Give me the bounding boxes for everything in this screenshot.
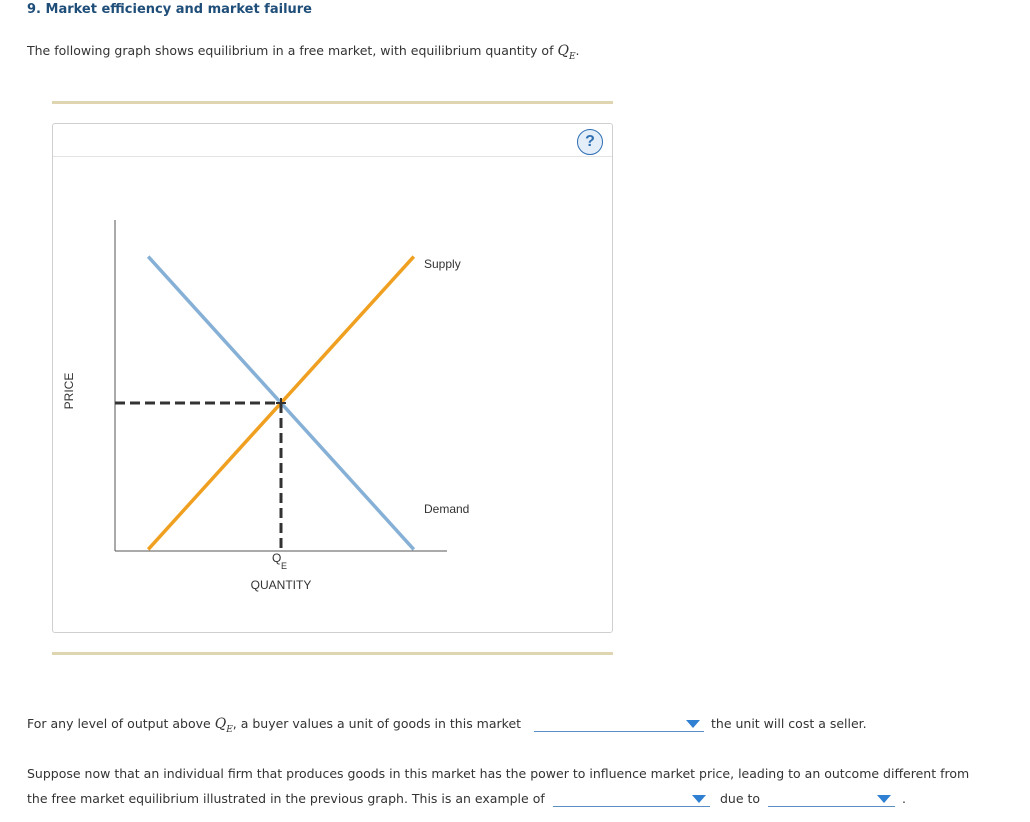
qe-tick-subscript: E — [281, 561, 288, 571]
q2-end-period: . — [902, 791, 906, 806]
q1-q: Q — [214, 716, 227, 732]
question-2-line-2: the free market equilibrium illustrated in the previous graph. This is an example of — [27, 791, 545, 806]
question-2-line-1: Suppose now that an individual firm that produces goods in this market has the power to influence market price, leading to an outcome different from — [27, 766, 970, 781]
demand-label: Demand — [424, 502, 470, 516]
x-axis-label: QUANTITY — [250, 578, 312, 592]
equilibrium-graph — [53, 124, 612, 632]
value-comparison-dropdown[interactable] — [534, 716, 704, 732]
q1-text-before: For any level of output above — [27, 716, 211, 731]
intro-e: E — [568, 51, 576, 62]
chevron-down-icon — [686, 720, 700, 728]
q2-due-to-text: due to — [720, 791, 761, 806]
divider-top — [52, 101, 613, 104]
divider-bottom — [52, 652, 613, 655]
q1-text-after: the unit will cost a seller. — [711, 716, 867, 731]
graph-panel — [52, 123, 613, 633]
q1-text-mid: , a buyer values a unit of goods in this market — [232, 716, 522, 731]
intro-sentence: The following graph shows equilibrium in a free market, with equilibrium quantity of — [27, 43, 554, 58]
supply-label: Supply — [424, 257, 461, 271]
chevron-down-icon — [877, 795, 891, 803]
intro-q: Q — [557, 43, 569, 59]
failure-cause-dropdown[interactable] — [768, 791, 895, 807]
qe-tick-label: Q — [272, 551, 282, 565]
question-title: 9. Market efficiency and market failure — [27, 2, 313, 17]
help-button[interactable]: ? — [577, 129, 603, 155]
intro-qe-symbol — [557, 43, 576, 62]
intro-period: . — [575, 43, 580, 58]
question-1 — [27, 716, 521, 735]
intro-text — [27, 43, 580, 62]
chevron-down-icon — [692, 795, 706, 803]
market-failure-type-dropdown[interactable] — [553, 791, 710, 807]
y-axis-label: PRICE — [62, 372, 76, 410]
q1-e: E — [226, 724, 233, 735]
q1-qe-symbol — [214, 716, 233, 735]
